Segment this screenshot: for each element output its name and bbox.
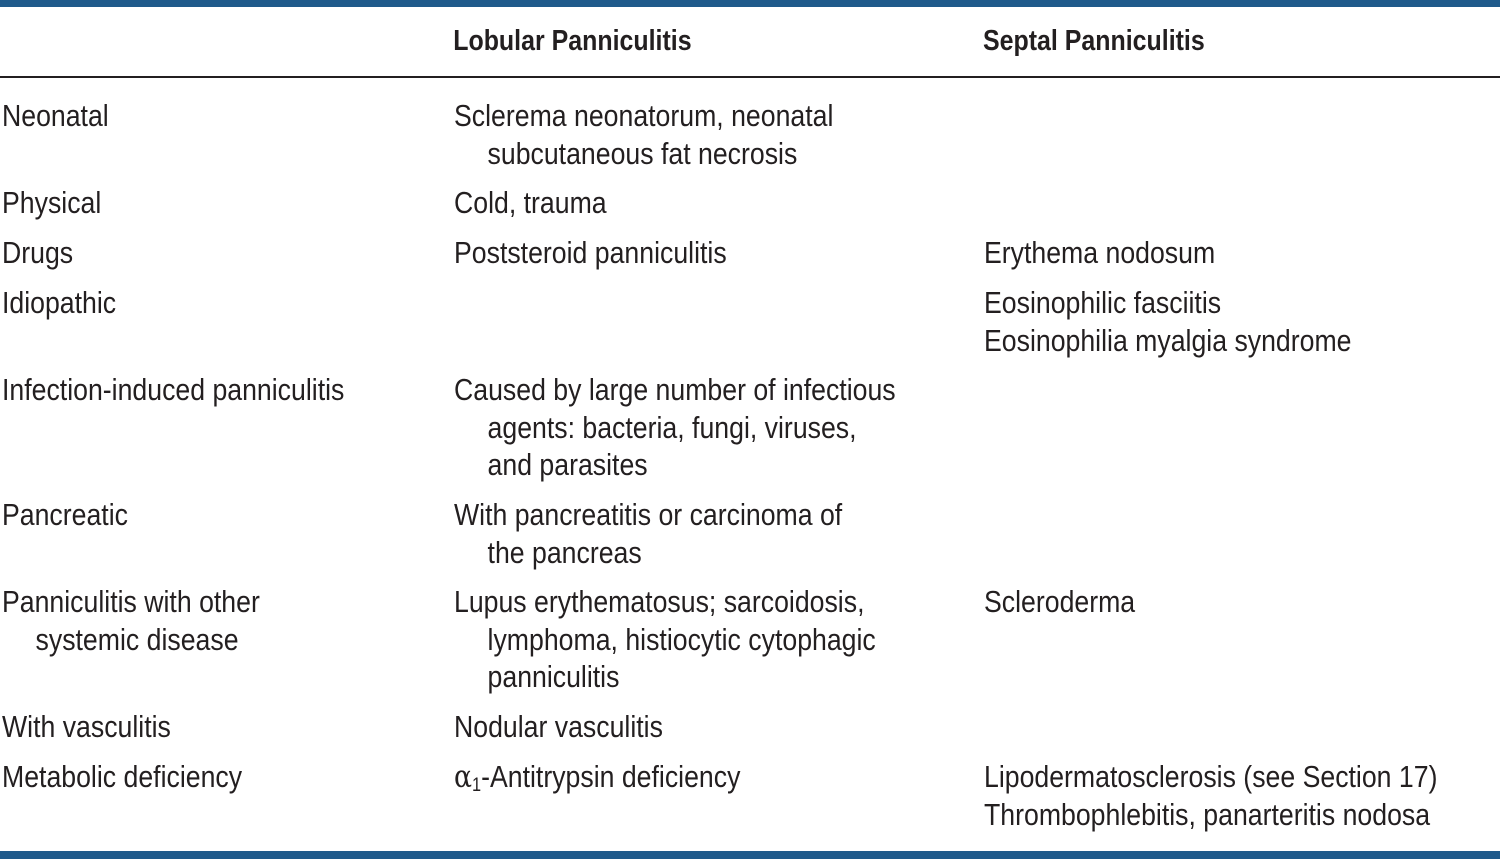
lobular-text: Lupus erythematosus; sarcoidosis, — [454, 584, 865, 619]
lobular-text: Sclerema neonatorum, neonatal — [454, 98, 834, 133]
septal-cell — [984, 758, 1437, 833]
septal-cell — [984, 234, 1215, 272]
lobular-cell — [454, 583, 876, 696]
lobular-text: Cold, trauma — [454, 185, 607, 220]
category-cell — [2, 184, 101, 222]
category-text: Metabolic deficiency — [2, 759, 243, 794]
lobular-cell — [454, 708, 663, 746]
bottom-rule — [0, 851, 1500, 859]
septal-text: Erythema nodosum — [984, 235, 1216, 270]
category-text: Neonatal — [2, 98, 109, 133]
septal-text: Scleroderma — [984, 584, 1136, 619]
septal-text: Lipodermatosclerosis (see Section 17) — [984, 759, 1438, 794]
header-rule — [0, 76, 1500, 78]
lobular-cell — [454, 758, 740, 797]
alpha-rest: -Antitrypsin deficiency — [481, 759, 741, 794]
top-rule — [0, 0, 1500, 7]
lobular-cell — [454, 234, 727, 272]
lobular-cell — [454, 371, 896, 484]
lobular-cell — [454, 184, 607, 222]
septal-cell — [984, 284, 1352, 359]
category-text: With vasculitis — [2, 709, 171, 744]
table-header — [0, 22, 1290, 62]
septal-cell — [984, 583, 1135, 621]
category-text: systemic disease — [35, 621, 239, 657]
category-cell — [2, 708, 171, 746]
lobular-text: subcutaneous fat necrosis — [487, 135, 798, 171]
lobular-text: agents: bacteria, fungi, viruses, — [487, 409, 857, 445]
lobular-text: the pancreas — [487, 534, 642, 570]
alpha-subscript: 1 — [472, 775, 482, 796]
header-septal: Septal Panniculitis — [982, 25, 1205, 57]
category-text: Physical — [2, 185, 102, 220]
category-cell — [2, 234, 73, 272]
header-lobular: Lobular Panniculitis — [453, 25, 692, 57]
category-cell — [2, 758, 242, 796]
lobular-text: Nodular vasculitis — [454, 709, 663, 744]
lobular-cell — [454, 97, 833, 172]
lobular-text: and parasites — [487, 447, 648, 482]
category-text: Panniculitis with other — [2, 584, 260, 619]
septal-text: Eosinophilic fasciitis — [984, 285, 1222, 320]
category-cell — [2, 496, 128, 534]
category-cell — [2, 583, 260, 658]
lobular-text: With pancreatitis or carcinoma of — [454, 497, 843, 532]
lobular-text — [454, 758, 740, 797]
category-text: Idiopathic — [2, 285, 117, 320]
lobular-text: Caused by large number of infectious — [454, 372, 896, 407]
category-cell — [2, 371, 344, 409]
septal-text: Thrombophlebitis, panarteritis nodosa — [984, 796, 1431, 832]
category-cell — [2, 97, 109, 135]
lobular-text: Poststeroid panniculitis — [454, 235, 727, 270]
lobular-cell — [454, 496, 842, 571]
septal-text: Eosinophilia myalgia syndrome — [984, 322, 1352, 358]
alpha-symbol: α — [454, 759, 473, 795]
category-text: Pancreatic — [2, 497, 128, 532]
category-text: Infection-induced panniculitis — [2, 372, 345, 407]
lobular-text: panniculitis — [487, 659, 620, 694]
lobular-text: lymphoma, histiocytic cytophagic — [487, 621, 876, 657]
category-cell — [2, 284, 116, 322]
category-text: Drugs — [2, 235, 74, 270]
